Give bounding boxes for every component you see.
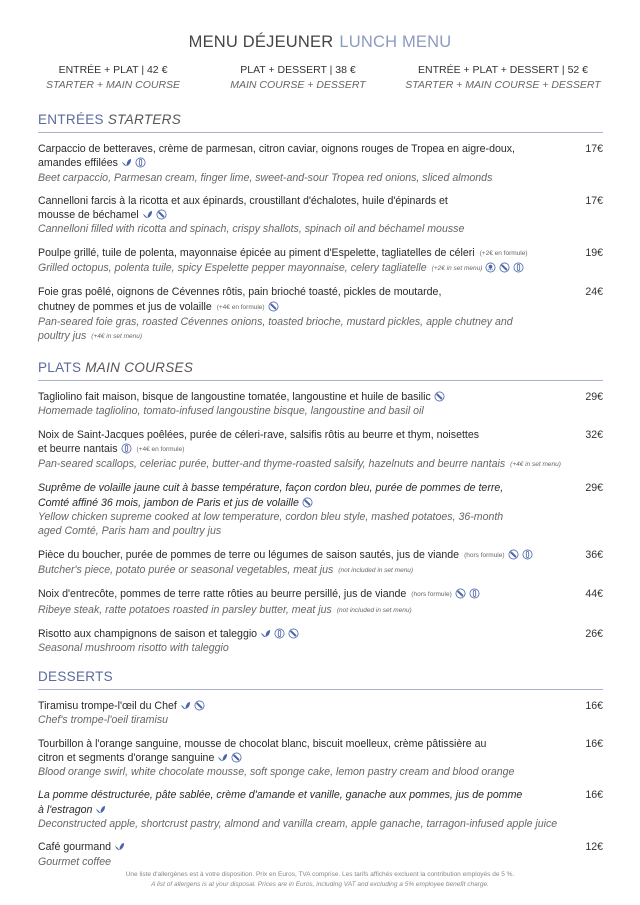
- title-fr: MENU DÉJEUNER: [188, 33, 334, 51]
- dish-name-fr: [38, 194, 578, 223]
- gluten-icon: [302, 497, 313, 508]
- menu-item: [38, 285, 603, 344]
- text-line: Pan-seared scallops, celeriac purée, butter-and thyme-roasted salsify, hazelnuts and beurre nantais: [38, 458, 506, 471]
- text-line: Butcher's piece, potato purée or seasonal vegetables, meat jus: [38, 563, 334, 576]
- lactose-icon: [274, 628, 285, 639]
- dish-price: 16€: [585, 789, 603, 802]
- gluten-icon: [194, 700, 205, 711]
- text-line: Cannelloni farcis à la ricotta et aux épinards, croustillant d'échalotes, huile d'épinards et: [38, 194, 448, 207]
- text-line: Seasonal mushroom risotto with taleggio: [38, 642, 229, 655]
- price-note: (+2€ in set menu): [431, 265, 483, 273]
- dish-price: 17€: [585, 194, 603, 207]
- menu-item: [38, 428, 603, 473]
- dish-name-fr: [38, 699, 578, 713]
- dish-price: 24€: [585, 286, 603, 299]
- dish-description-en: [38, 713, 598, 727]
- text-line: Deconstructed apple, shortcrust pastry, almond and vanilla cream, apple ganache, tarragon-infused apple juice: [38, 818, 558, 831]
- text-line: Blood orange swirl, white chocolate mousse, soft sponge cake, lemon pastry cream and blood orange: [38, 766, 515, 779]
- dish-name-fr: [38, 428, 578, 458]
- text-line: Comté affiné 36 mois, jambon de Paris et jus de volaille: [38, 496, 299, 509]
- dish-price: 16€: [585, 700, 603, 712]
- dish-name-fr: [38, 587, 578, 602]
- text-line: Carpaccio de betteraves, crème de parmesan, citron caviar, oignons rouges de Tropea en aigre-doux,: [38, 143, 515, 155]
- menu-items: [38, 142, 603, 345]
- formula-starter-main: [28, 63, 198, 92]
- dish-description-en: [38, 641, 598, 655]
- section-title-en: MAIN COURSES: [85, 360, 194, 375]
- menu-items: [38, 390, 603, 655]
- menu-item: [38, 246, 603, 277]
- formula-fr: ENTRÉE + PLAT | 42 €: [58, 64, 168, 76]
- dish-description-en: [38, 171, 598, 185]
- price-note: (+4€ en formule): [136, 445, 185, 453]
- leaf-icon: [95, 804, 106, 815]
- leaf-icon: [114, 841, 125, 852]
- formula-fr: ENTRÉE + PLAT + DESSERT | 52 €: [417, 64, 589, 76]
- dish-name-fr: [38, 390, 578, 404]
- leaf-icon: [142, 209, 153, 220]
- gluten-icon: [508, 549, 519, 560]
- leaf-icon: [121, 157, 132, 168]
- leaf-icon: [180, 700, 191, 711]
- lactose-icon: [522, 549, 533, 560]
- formula-en: STARTER + MAIN COURSE + DESSERT: [405, 78, 601, 91]
- menu-item: [38, 194, 603, 237]
- text-line: aged Comté, Paris ham and poultry jus: [38, 525, 222, 538]
- dish-name-fr: [38, 627, 578, 641]
- menu-item: [38, 699, 603, 728]
- text-line: Foie gras poêlé, oignons de Cévennes rôtis, pain brioché toasté, pickles de moutarde,: [38, 286, 442, 299]
- dish-price: 17€: [585, 143, 603, 155]
- dish-description-en: [38, 765, 598, 779]
- gluten-icon: [231, 752, 242, 763]
- menu-item: [38, 788, 603, 831]
- dish-description-en: [38, 817, 598, 831]
- gluten-icon: [499, 262, 510, 273]
- section-title-fr: PLATS: [38, 360, 82, 375]
- text-line: Cannelloni filled with ricotta and spinach, crispy shallots, spinach oil and béchamel mousse: [38, 223, 465, 236]
- gluten-icon: [455, 588, 466, 599]
- menu-item: [38, 737, 603, 780]
- title-en: LUNCH MENU: [339, 33, 452, 51]
- section-starters: [38, 112, 603, 354]
- text-line: poultry jus: [38, 330, 87, 343]
- dish-price: 12€: [585, 841, 603, 854]
- dish-description-en: [38, 855, 598, 869]
- text-line: à l'estragon: [38, 803, 93, 816]
- price-note: (not included in set menu): [338, 566, 414, 574]
- lactose-icon: [513, 262, 524, 273]
- price-note: (+4€ in set menu): [91, 333, 143, 341]
- text-line: Noix de Saint-Jacques poêlées, purée de céleri-rave, salsifis rôtis au beurre et thym, noisettes: [38, 428, 480, 441]
- text-line: citron et segments d'orange sanguine: [38, 751, 215, 764]
- text-line: Poulpe grillé, tuile de polenta, mayonnaise épicée au piment d'Espelette, tagliatelles de céleri: [38, 246, 475, 259]
- dish-price: 29€: [585, 482, 603, 495]
- dish-name-fr: [38, 142, 578, 171]
- dish-price: 29€: [585, 391, 603, 403]
- text-line: Suprême de volaille jaune cuit à basse température, façon cordon bleu, purée de pommes de terre,: [38, 482, 504, 495]
- section-title-fr: ENTRÉES: [38, 112, 104, 127]
- text-line: Tourbillon à l'orange sanguine, mousse de chocolat blanc, biscuit moelleux, crème pâtissière au: [38, 737, 487, 750]
- price-note: (hors formule): [411, 591, 452, 599]
- section-title-en: STARTERS: [107, 112, 182, 127]
- dish-price: 19€: [585, 246, 603, 259]
- text-line: Pan-seared foie gras, roasted Cévennes onions, toasted brioche, mustard pickles, apple chutney and: [38, 315, 513, 328]
- dish-price: 44€: [585, 588, 603, 601]
- section-heading: [38, 669, 603, 690]
- menu-item: [38, 142, 603, 185]
- section-title-fr: DESSERTS: [38, 669, 113, 684]
- lactose-icon: [121, 443, 132, 454]
- section-desserts: [38, 669, 603, 878]
- price-note: (not included in set menu): [336, 606, 412, 614]
- section-heading: [38, 360, 603, 381]
- text-line: Ribeye steak, ratte potatoes roasted in parsley butter, meat jus: [38, 603, 332, 616]
- section-heading: [38, 112, 603, 133]
- price-note: (+4€ in set menu): [510, 461, 561, 469]
- footer-note: [0, 870, 640, 889]
- menu-item: [38, 481, 603, 538]
- text-line: amandes effilées: [38, 157, 118, 170]
- leaf-icon: [217, 752, 228, 763]
- dish-name-fr: [38, 246, 578, 261]
- text-line: Yellow chicken supreme cooked at low temperature, cordon bleu style, mashed potatoes, 36-month: [38, 511, 504, 524]
- text-line: Chef's trompe-l'oeil tiramisu: [38, 714, 169, 727]
- price-note: (+4€ en formule): [216, 303, 265, 311]
- text-line: La pomme déstructurée, pâte sablée, crème d'amande et vanille, ganache aux pommes, jus de pomme: [38, 789, 523, 802]
- formula-en: STARTER + MAIN COURSE: [45, 78, 181, 91]
- menu-item: [38, 627, 603, 656]
- formula-full: [388, 63, 618, 92]
- menu-items: [38, 699, 603, 869]
- formula-en: MAIN COURSE + DESSERT: [230, 78, 366, 91]
- dish-description-en: [38, 404, 598, 418]
- price-note: (hors formule): [464, 551, 505, 559]
- formula-main-dessert: [218, 63, 378, 92]
- footer-fr: Une liste d'allergènes est à votre disposition. Prix en Euros, TVA comprise. Les tarifs affichés excluent la contribution employés de 5 %.: [125, 871, 515, 878]
- dish-price: 36€: [585, 548, 603, 561]
- gluten-icon: [156, 209, 167, 220]
- text-line: Beet carpaccio, Parmesan cream, finger lime, sweet-and-sour Tropea red onions, sliced almonds: [38, 171, 493, 184]
- footer-en: A list of allergens is at your disposal. Prices are in Euros, including VAT and excluding a 5% employee benefit charge.: [151, 880, 489, 888]
- text-line: chutney de pommes et jus de volaille: [38, 300, 212, 313]
- leaf-icon: [260, 628, 271, 639]
- formula-fr: PLAT + DESSERT | 38 €: [240, 64, 356, 76]
- gluten-icon: [434, 391, 445, 402]
- dish-price: 26€: [585, 627, 603, 640]
- dish-price: 32€: [585, 428, 603, 441]
- dish-description-en: [38, 603, 598, 618]
- dish-description-en: [38, 510, 598, 539]
- text-line: Café gourmand: [38, 841, 112, 854]
- set-menu-formulas: [28, 63, 618, 92]
- dish-name-fr: [38, 737, 578, 766]
- text-line: Grilled octopus, polenta tuile, spicy Espelette pepper mayonnaise, celery tagliatelle: [38, 262, 427, 275]
- dish-name-fr: [38, 481, 578, 510]
- text-line: Tagliolino fait maison, bisque de langoustine tomatée, langoustine et huile de basilic: [38, 391, 431, 403]
- gluten-icon: [268, 301, 279, 312]
- dish-name-fr: [38, 285, 578, 315]
- dish-description-en: [38, 457, 598, 472]
- text-line: et beurre nantais: [38, 442, 118, 455]
- dish-name-fr: [38, 840, 578, 854]
- dish-name-fr: [38, 788, 578, 817]
- mollusc-icon: [485, 262, 496, 273]
- text-line: Noix d'entrecôte, pommes de terre ratte rôties au beurre persillé, jus de viande: [38, 588, 407, 601]
- text-line: Pièce du boucher, purée de pommes de terre ou légumes de saison sautés, jus de viande: [38, 548, 460, 561]
- price-note: (+2€ en formule): [479, 249, 528, 257]
- lactose-icon: [135, 157, 146, 168]
- dish-name-fr: [38, 548, 578, 563]
- dish-description-en: [38, 563, 598, 578]
- text-line: Gourmet coffee: [38, 855, 112, 868]
- gluten-icon: [288, 628, 299, 639]
- dish-description-en: [38, 261, 598, 276]
- menu-item: [38, 548, 603, 579]
- lactose-icon: [469, 588, 480, 599]
- menu-item: [38, 390, 603, 419]
- dish-description-en: [38, 222, 598, 236]
- text-line: Homemade tagliolino, tomato-infused langoustine bisque, langoustine and basil oil: [38, 405, 424, 418]
- page-title: [0, 33, 640, 52]
- dish-price: 16€: [585, 737, 603, 750]
- text-line: Risotto aux champignons de saison et taleggio: [38, 627, 258, 640]
- text-line: mousse de béchamel: [38, 209, 139, 222]
- section-main-courses: [38, 360, 603, 664]
- dish-description-en: [38, 315, 598, 345]
- menu-item: [38, 840, 603, 869]
- menu-item: [38, 587, 603, 618]
- text-line: Tiramisu trompe-l'œil du Chef: [38, 700, 177, 712]
